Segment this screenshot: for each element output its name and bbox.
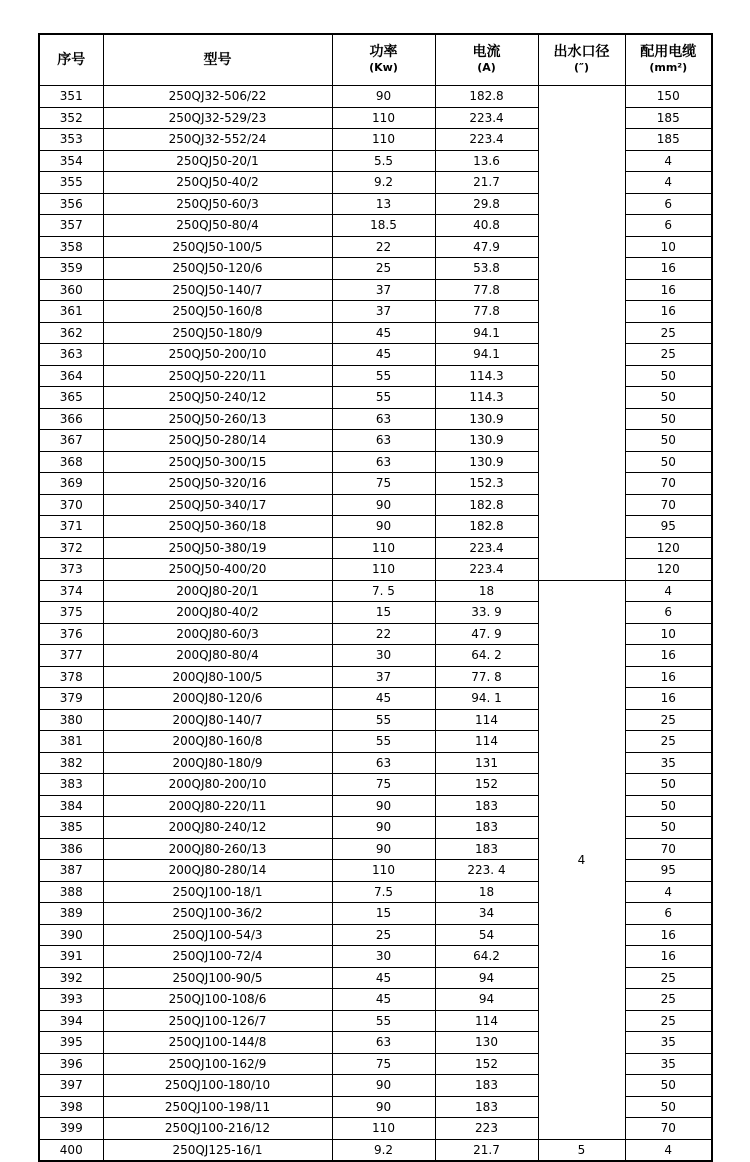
cell-current: 77. 8 (435, 666, 538, 688)
cell-current: 130.9 (435, 451, 538, 473)
cell-power: 90 (332, 494, 435, 516)
cell-current: 114 (435, 709, 538, 731)
cell-model: 250QJ50-80/4 (103, 215, 332, 237)
cell-current: 94.1 (435, 322, 538, 344)
cell-cable: 50 (625, 817, 712, 839)
cell-power: 110 (332, 107, 435, 129)
cell-no: 387 (39, 860, 103, 882)
cell-cable: 120 (625, 559, 712, 581)
cell-current: 54 (435, 924, 538, 946)
cell-power: 45 (332, 344, 435, 366)
cell-model: 250QJ50-180/9 (103, 322, 332, 344)
cell-current: 94 (435, 989, 538, 1011)
cell-current: 94 (435, 967, 538, 989)
cell-current: 77.8 (435, 279, 538, 301)
cell-no: 375 (39, 602, 103, 624)
cell-cable: 25 (625, 344, 712, 366)
header-label: 配用电缆 (640, 44, 697, 60)
cell-model: 250QJ50-60/3 (103, 193, 332, 215)
cell-no: 399 (39, 1118, 103, 1140)
cell-cable: 16 (625, 946, 712, 968)
cell-current: 53.8 (435, 258, 538, 280)
cell-no: 369 (39, 473, 103, 495)
cell-no: 376 (39, 623, 103, 645)
cell-no: 390 (39, 924, 103, 946)
cell-power: 30 (332, 946, 435, 968)
cell-cable: 50 (625, 408, 712, 430)
cell-current: 223.4 (435, 107, 538, 129)
cell-current: 114.3 (435, 387, 538, 409)
cell-current: 152 (435, 1053, 538, 1075)
cell-power: 110 (332, 1118, 435, 1140)
cell-cable: 16 (625, 258, 712, 280)
cell-model: 250QJ100-90/5 (103, 967, 332, 989)
cell-no: 367 (39, 430, 103, 452)
cell-current: 114 (435, 731, 538, 753)
cell-current: 18 (435, 580, 538, 602)
cell-model: 250QJ50-340/17 (103, 494, 332, 516)
cell-model: 200QJ80-180/9 (103, 752, 332, 774)
cell-power: 9.2 (332, 172, 435, 194)
cell-no: 400 (39, 1139, 103, 1161)
cell-cable: 16 (625, 924, 712, 946)
cell-cable: 50 (625, 774, 712, 796)
cell-power: 55 (332, 709, 435, 731)
cell-cable: 10 (625, 623, 712, 645)
header-unit: (Kw) (369, 61, 398, 74)
cell-model: 250QJ50-400/20 (103, 559, 332, 581)
cell-outlet-diameter: 5 (538, 1139, 625, 1161)
cell-power: 55 (332, 1010, 435, 1032)
table-row (39, 1139, 712, 1161)
cell-current: 64.2 (435, 946, 538, 968)
header-unit: (A) (477, 61, 496, 74)
cell-no: 396 (39, 1053, 103, 1075)
cell-model: 250QJ100-144/8 (103, 1032, 332, 1054)
cell-no: 356 (39, 193, 103, 215)
cell-cable: 50 (625, 365, 712, 387)
cell-no: 398 (39, 1096, 103, 1118)
cell-outlet-diameter: 4 (538, 580, 625, 1139)
cell-no: 365 (39, 387, 103, 409)
cell-power: 25 (332, 258, 435, 280)
cell-current: 183 (435, 817, 538, 839)
table-body (39, 86, 712, 1162)
cell-cable: 25 (625, 731, 712, 753)
cell-current: 64. 2 (435, 645, 538, 667)
cell-power: 55 (332, 731, 435, 753)
cell-cable: 4 (625, 881, 712, 903)
cell-power: 63 (332, 430, 435, 452)
cell-cable: 185 (625, 107, 712, 129)
cell-cable: 10 (625, 236, 712, 258)
cell-current: 223.4 (435, 559, 538, 581)
cell-power: 15 (332, 602, 435, 624)
cell-current: 183 (435, 838, 538, 860)
cell-current: 130.9 (435, 430, 538, 452)
cell-cable: 120 (625, 537, 712, 559)
cell-power: 75 (332, 1053, 435, 1075)
cell-current: 223.4 (435, 129, 538, 151)
cell-model: 200QJ80-80/4 (103, 645, 332, 667)
cell-no: 377 (39, 645, 103, 667)
cell-no: 355 (39, 172, 103, 194)
cell-cable: 25 (625, 709, 712, 731)
header-current (435, 34, 538, 86)
cell-cable: 50 (625, 795, 712, 817)
cell-current: 223.4 (435, 537, 538, 559)
cell-power: 75 (332, 774, 435, 796)
cell-cable: 4 (625, 580, 712, 602)
cell-current: 47. 9 (435, 623, 538, 645)
cell-model: 250QJ50-280/14 (103, 430, 332, 452)
cell-model: 250QJ50-300/15 (103, 451, 332, 473)
cell-model: 250QJ125-16/1 (103, 1139, 332, 1161)
cell-power: 63 (332, 408, 435, 430)
cell-model: 200QJ80-220/11 (103, 795, 332, 817)
cell-model: 250QJ100-72/4 (103, 946, 332, 968)
cell-no: 382 (39, 752, 103, 774)
cell-no: 362 (39, 322, 103, 344)
cell-current: 21.7 (435, 172, 538, 194)
cell-current: 152.3 (435, 473, 538, 495)
cell-cable: 16 (625, 666, 712, 688)
cell-model: 250QJ50-320/16 (103, 473, 332, 495)
cell-cable: 16 (625, 301, 712, 323)
header-model (103, 34, 332, 86)
cell-no: 364 (39, 365, 103, 387)
table-row (39, 86, 712, 108)
cell-cable: 70 (625, 838, 712, 860)
header-label: 功率 (369, 44, 398, 60)
cell-power: 75 (332, 473, 435, 495)
cell-power: 37 (332, 279, 435, 301)
cell-cable: 6 (625, 903, 712, 925)
cell-no: 383 (39, 774, 103, 796)
cell-no: 389 (39, 903, 103, 925)
cell-power: 90 (332, 1096, 435, 1118)
cell-no: 373 (39, 559, 103, 581)
cell-power: 5.5 (332, 150, 435, 172)
cell-current: 183 (435, 1096, 538, 1118)
header-unit: (mm²) (649, 61, 688, 74)
header-label: 出水口径 (553, 44, 610, 60)
cell-power: 90 (332, 795, 435, 817)
cell-power: 45 (332, 322, 435, 344)
cell-power: 63 (332, 752, 435, 774)
cell-cable: 25 (625, 989, 712, 1011)
cell-no: 392 (39, 967, 103, 989)
cell-current: 18 (435, 881, 538, 903)
cell-no: 379 (39, 688, 103, 710)
cell-model: 200QJ80-120/6 (103, 688, 332, 710)
cell-cable: 35 (625, 752, 712, 774)
cell-current: 223 (435, 1118, 538, 1140)
cell-cable: 50 (625, 387, 712, 409)
cell-model: 250QJ50-260/13 (103, 408, 332, 430)
cell-current: 130.9 (435, 408, 538, 430)
cell-cable: 50 (625, 1075, 712, 1097)
cell-no: 388 (39, 881, 103, 903)
cell-no: 361 (39, 301, 103, 323)
cell-model: 250QJ50-100/5 (103, 236, 332, 258)
cell-cable: 25 (625, 967, 712, 989)
cell-current: 182.8 (435, 86, 538, 108)
cell-current: 183 (435, 1075, 538, 1097)
cell-model: 250QJ50-360/18 (103, 516, 332, 538)
cell-cable: 16 (625, 645, 712, 667)
cell-current: 47.9 (435, 236, 538, 258)
cell-model: 200QJ80-60/3 (103, 623, 332, 645)
cell-cable: 50 (625, 430, 712, 452)
cell-cable: 6 (625, 602, 712, 624)
cell-power: 90 (332, 86, 435, 108)
cell-no: 366 (39, 408, 103, 430)
cell-current: 33. 9 (435, 602, 538, 624)
cell-power: 63 (332, 1032, 435, 1054)
cell-no: 394 (39, 1010, 103, 1032)
cell-current: 40.8 (435, 215, 538, 237)
cell-model: 200QJ80-200/10 (103, 774, 332, 796)
cell-model: 200QJ80-240/12 (103, 817, 332, 839)
cell-model: 250QJ50-40/2 (103, 172, 332, 194)
cell-cable: 150 (625, 86, 712, 108)
cell-power: 37 (332, 666, 435, 688)
cell-no: 358 (39, 236, 103, 258)
cell-model: 250QJ100-36/2 (103, 903, 332, 925)
cell-model: 250QJ100-126/7 (103, 1010, 332, 1032)
cell-model: 200QJ80-160/8 (103, 731, 332, 753)
cell-model: 250QJ50-240/12 (103, 387, 332, 409)
cell-model: 250QJ50-120/6 (103, 258, 332, 280)
cell-current: 130 (435, 1032, 538, 1054)
cell-no: 351 (39, 86, 103, 108)
cell-power: 110 (332, 129, 435, 151)
cell-power: 110 (332, 537, 435, 559)
cell-current: 94. 1 (435, 688, 538, 710)
pump-spec-table (38, 33, 713, 1162)
cell-no: 368 (39, 451, 103, 473)
cell-cable: 4 (625, 1139, 712, 1161)
cell-model: 250QJ50-140/7 (103, 279, 332, 301)
cell-no: 363 (39, 344, 103, 366)
cell-power: 15 (332, 903, 435, 925)
cell-model: 200QJ80-100/5 (103, 666, 332, 688)
cell-power: 90 (332, 817, 435, 839)
cell-no: 353 (39, 129, 103, 151)
cell-no: 380 (39, 709, 103, 731)
cell-no: 393 (39, 989, 103, 1011)
cell-power: 90 (332, 838, 435, 860)
cell-no: 359 (39, 258, 103, 280)
cell-power: 37 (332, 301, 435, 323)
cell-cable: 70 (625, 473, 712, 495)
cell-current: 13.6 (435, 150, 538, 172)
cell-outlet-diameter (538, 86, 625, 581)
cell-model: 250QJ100-162/9 (103, 1053, 332, 1075)
header-cable (625, 34, 712, 86)
header-outlet-diameter (538, 34, 625, 86)
cell-no: 391 (39, 946, 103, 968)
header-unit: (″) (574, 61, 589, 74)
cell-cable: 70 (625, 494, 712, 516)
cell-no: 360 (39, 279, 103, 301)
cell-cable: 25 (625, 322, 712, 344)
cell-cable: 95 (625, 860, 712, 882)
cell-cable: 6 (625, 215, 712, 237)
cell-model: 250QJ50-380/19 (103, 537, 332, 559)
cell-power: 90 (332, 1075, 435, 1097)
cell-no: 354 (39, 150, 103, 172)
cell-current: 21.7 (435, 1139, 538, 1161)
cell-power: 22 (332, 236, 435, 258)
cell-model: 200QJ80-40/2 (103, 602, 332, 624)
cell-current: 183 (435, 795, 538, 817)
cell-power: 7. 5 (332, 580, 435, 602)
cell-no: 397 (39, 1075, 103, 1097)
cell-power: 45 (332, 989, 435, 1011)
cell-power: 55 (332, 365, 435, 387)
cell-cable: 4 (625, 172, 712, 194)
cell-current: 94.1 (435, 344, 538, 366)
cell-power: 22 (332, 623, 435, 645)
cell-cable: 6 (625, 193, 712, 215)
cell-power: 90 (332, 516, 435, 538)
cell-current: 114.3 (435, 365, 538, 387)
cell-model: 200QJ80-140/7 (103, 709, 332, 731)
cell-cable: 35 (625, 1053, 712, 1075)
cell-model: 250QJ50-160/8 (103, 301, 332, 323)
cell-no: 381 (39, 731, 103, 753)
cell-no: 385 (39, 817, 103, 839)
cell-no: 352 (39, 107, 103, 129)
cell-cable: 50 (625, 451, 712, 473)
cell-model: 250QJ100-180/10 (103, 1075, 332, 1097)
cell-model: 250QJ50-220/11 (103, 365, 332, 387)
cell-power: 9.2 (332, 1139, 435, 1161)
cell-no: 378 (39, 666, 103, 688)
cell-power: 30 (332, 645, 435, 667)
cell-current: 152 (435, 774, 538, 796)
cell-current: 77.8 (435, 301, 538, 323)
cell-model: 250QJ32-529/23 (103, 107, 332, 129)
cell-cable: 16 (625, 279, 712, 301)
cell-model: 200QJ80-260/13 (103, 838, 332, 860)
cell-cable: 70 (625, 1118, 712, 1140)
cell-power: 45 (332, 967, 435, 989)
cell-no: 372 (39, 537, 103, 559)
cell-current: 223. 4 (435, 860, 538, 882)
header-no (39, 34, 103, 86)
cell-cable: 95 (625, 516, 712, 538)
cell-cable: 185 (625, 129, 712, 151)
cell-power: 7.5 (332, 881, 435, 903)
cell-model: 250QJ100-216/12 (103, 1118, 332, 1140)
cell-cable: 50 (625, 1096, 712, 1118)
table-row (39, 580, 712, 602)
cell-cable: 25 (625, 1010, 712, 1032)
cell-model: 250QJ32-506/22 (103, 86, 332, 108)
cell-no: 357 (39, 215, 103, 237)
cell-model: 250QJ32-552/24 (103, 129, 332, 151)
cell-no: 371 (39, 516, 103, 538)
header-label: 电流 (472, 44, 501, 60)
cell-power: 63 (332, 451, 435, 473)
cell-model: 250QJ100-108/6 (103, 989, 332, 1011)
cell-current: 29.8 (435, 193, 538, 215)
cell-current: 182.8 (435, 516, 538, 538)
cell-model: 250QJ50-20/1 (103, 150, 332, 172)
header-row (39, 34, 712, 86)
header-label: 序号 (57, 51, 86, 68)
cell-model: 250QJ50-200/10 (103, 344, 332, 366)
header-power (332, 34, 435, 86)
cell-current: 114 (435, 1010, 538, 1032)
cell-power: 18.5 (332, 215, 435, 237)
table-header (39, 34, 712, 86)
cell-power: 45 (332, 688, 435, 710)
cell-power: 110 (332, 559, 435, 581)
cell-cable: 35 (625, 1032, 712, 1054)
cell-cable: 4 (625, 150, 712, 172)
cell-cable: 16 (625, 688, 712, 710)
cell-model: 250QJ100-54/3 (103, 924, 332, 946)
header-label: 型号 (203, 51, 232, 68)
cell-model: 200QJ80-20/1 (103, 580, 332, 602)
cell-model: 200QJ80-280/14 (103, 860, 332, 882)
cell-power: 55 (332, 387, 435, 409)
cell-power: 110 (332, 860, 435, 882)
cell-power: 25 (332, 924, 435, 946)
cell-current: 34 (435, 903, 538, 925)
cell-current: 182.8 (435, 494, 538, 516)
cell-current: 131 (435, 752, 538, 774)
cell-no: 384 (39, 795, 103, 817)
cell-no: 370 (39, 494, 103, 516)
cell-model: 250QJ100-18/1 (103, 881, 332, 903)
cell-no: 395 (39, 1032, 103, 1054)
cell-power: 13 (332, 193, 435, 215)
cell-no: 386 (39, 838, 103, 860)
cell-no: 374 (39, 580, 103, 602)
cell-model: 250QJ100-198/11 (103, 1096, 332, 1118)
